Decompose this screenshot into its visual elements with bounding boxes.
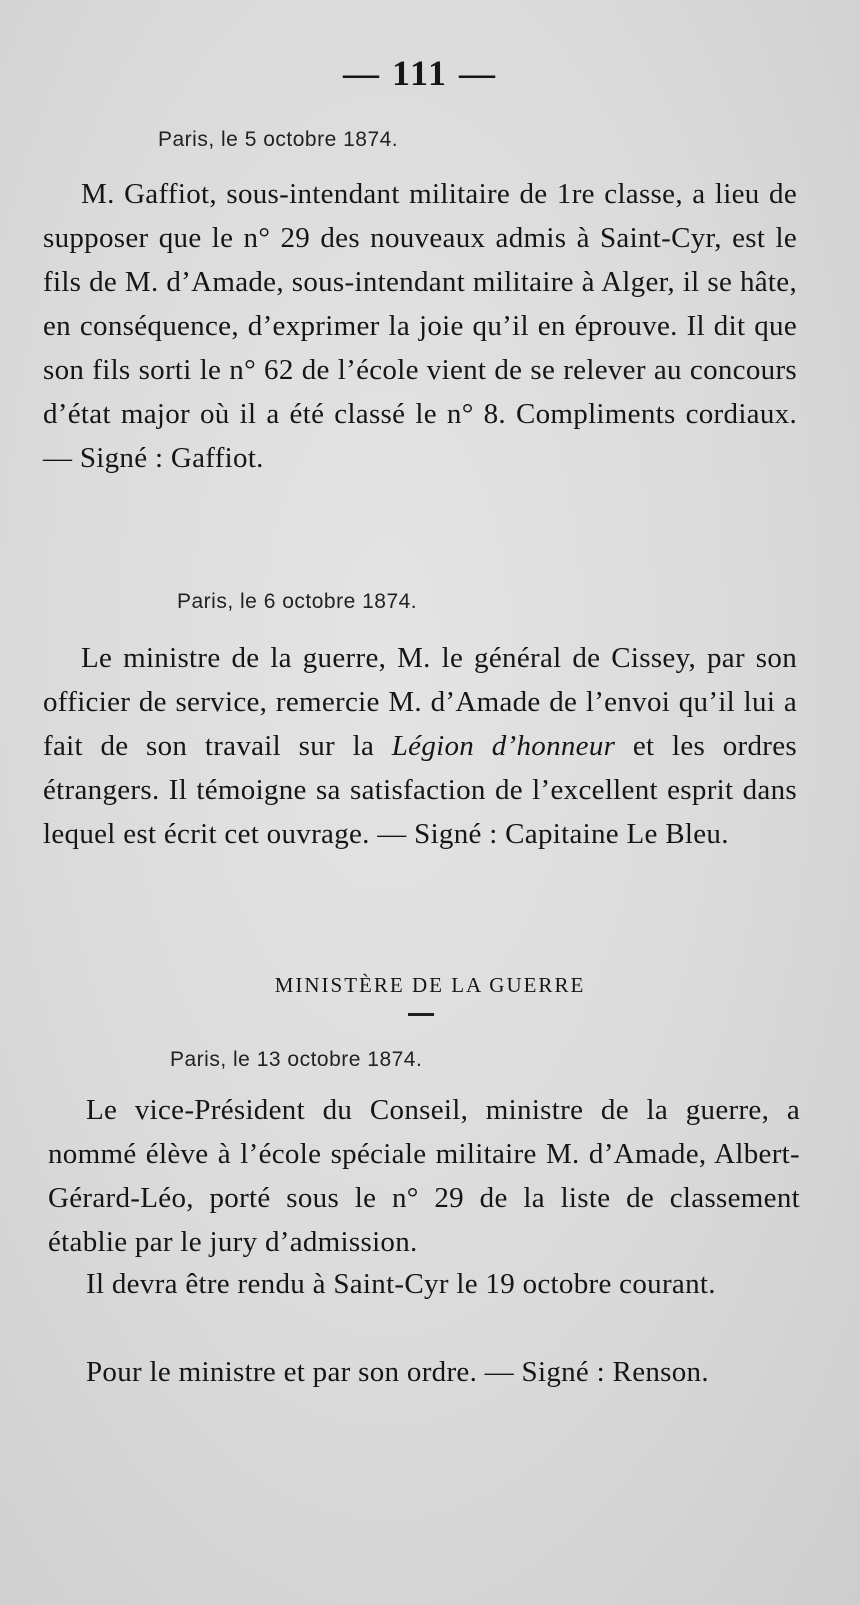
decree-paragraph-3 <box>48 1350 800 1394</box>
dateline-letter-2: Paris, le 6 octobre 1874. <box>177 590 418 613</box>
decree-paragraph-3-text: Pour le ministre et par son ordre. — Signé : Renson. <box>86 1356 709 1388</box>
decree-paragraph-2 <box>48 1262 800 1306</box>
letter-2-body <box>43 636 797 856</box>
dateline-decree: Paris, le 13 octobre 1874. <box>170 1048 423 1071</box>
heading-rule <box>408 1013 434 1016</box>
section-heading: MINISTÈRE DE LA GUERRE <box>274 973 586 997</box>
page-number: — 111 — <box>342 53 498 93</box>
letter-2-text-start: Le ministre de la guerre, M. le général de Cissey, par son officier de service, remercie M. d’Amade de l’envoi qu’il lui a fait de son travail sur la <box>43 642 797 762</box>
decree-paragraph-1 <box>48 1088 800 1264</box>
letter-1-body <box>43 172 797 480</box>
letter-2-italic-title: Légion d’honneur <box>391 730 616 762</box>
dateline-letter-1: Paris, le 5 octobre 1874. <box>158 128 399 151</box>
letter-1-text: M. Gaffiot, sous-intendant militaire de 1re classe, a lieu de supposer que le n° 29 des nouveaux admis à Saint-Cyr, est le fils de M. d’Amade, sous-intendant militaire à Alger, il se hâte, en conséquence, d’exprimer la joie qu’il en éprouve. Il dit que son fils sorti le n° 62 de l’école vient de se relever au concours d’état major où il a été classé le n° 8. Compliments cordiaux. — Signé : Gaffiot. <box>43 178 797 474</box>
decree-paragraph-2-text: Il devra être rendu à Saint-Cyr le 19 octobre courant. <box>86 1268 716 1300</box>
decree-paragraph-1-text: Le vice-Président du Conseil, ministre de la guerre, a nommé élève à l’école spéciale militaire M. d’Amade, Albert-Gérard-Léo, porté sous le n° 29 de la liste de classement établie par le jury d’admission. <box>48 1094 800 1258</box>
letter-2-text-end: et les ordres étrangers. Il témoigne sa satisfaction de l’excellent esprit dans lequel est écrit cet ouvrage. — Signé : Capitaine Le Bleu. <box>43 730 798 850</box>
